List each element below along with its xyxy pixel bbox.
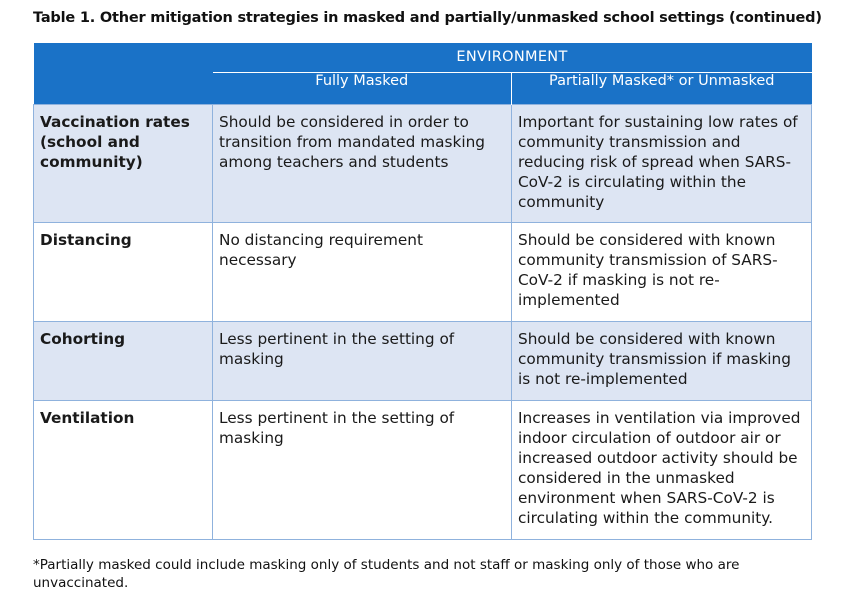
cell-partially-masked: Should be considered with known community transmission if masking is not re-implemented <box>512 321 812 400</box>
table-row-distancing <box>34 222 812 321</box>
row-label: Vaccination rates (school and community) <box>34 104 213 222</box>
cell-fully-masked: No distancing requirement necessary <box>213 222 512 321</box>
header-row-group <box>34 43 812 72</box>
row-label: Ventilation <box>34 400 213 539</box>
cell-partially-masked: Should be considered with known community transmission of SARS-CoV-2 if masking is not re-implemented <box>512 222 812 321</box>
cell-partially-masked: Important for sustaining low rates of community transmission and reducing risk of spread when SARS-CoV-2 is circulating within the community <box>512 104 812 222</box>
table-footnote: *Partially masked could include masking only of students and not staff or masking only of those who are unvaccinated. <box>33 557 740 591</box>
row-label: Distancing <box>34 222 213 321</box>
cell-partially-masked: Increases in ventilation via improved indoor circulation of outdoor air or increased outdoor activity should be considered in the unmasked environment when SARS-CoV-2 is circulating within the community. <box>512 400 812 539</box>
header-corner-cell <box>34 72 213 104</box>
header-environment: ENVIRONMENT <box>213 43 812 72</box>
table-row-ventilation <box>34 400 812 539</box>
mitigation-table <box>33 43 812 540</box>
cell-fully-masked: Less pertinent in the setting of masking <box>213 400 512 539</box>
cell-fully-masked: Less pertinent in the setting of masking <box>213 321 512 400</box>
header-row-columns <box>34 72 812 104</box>
table-row-vaccination <box>34 104 812 222</box>
cell-fully-masked: Should be considered in order to transition from mandated masking among teachers and students <box>213 104 512 222</box>
table-caption: Table 1. Other mitigation strategies in masked and partially/unmasked school settings (continued) <box>33 10 822 26</box>
header-partially-masked: Partially Masked* or Unmasked <box>512 72 812 104</box>
table-row-cohorting <box>34 321 812 400</box>
header-corner-cell <box>34 43 213 72</box>
row-label: Cohorting <box>34 321 213 400</box>
header-fully-masked: Fully Masked <box>213 72 512 104</box>
